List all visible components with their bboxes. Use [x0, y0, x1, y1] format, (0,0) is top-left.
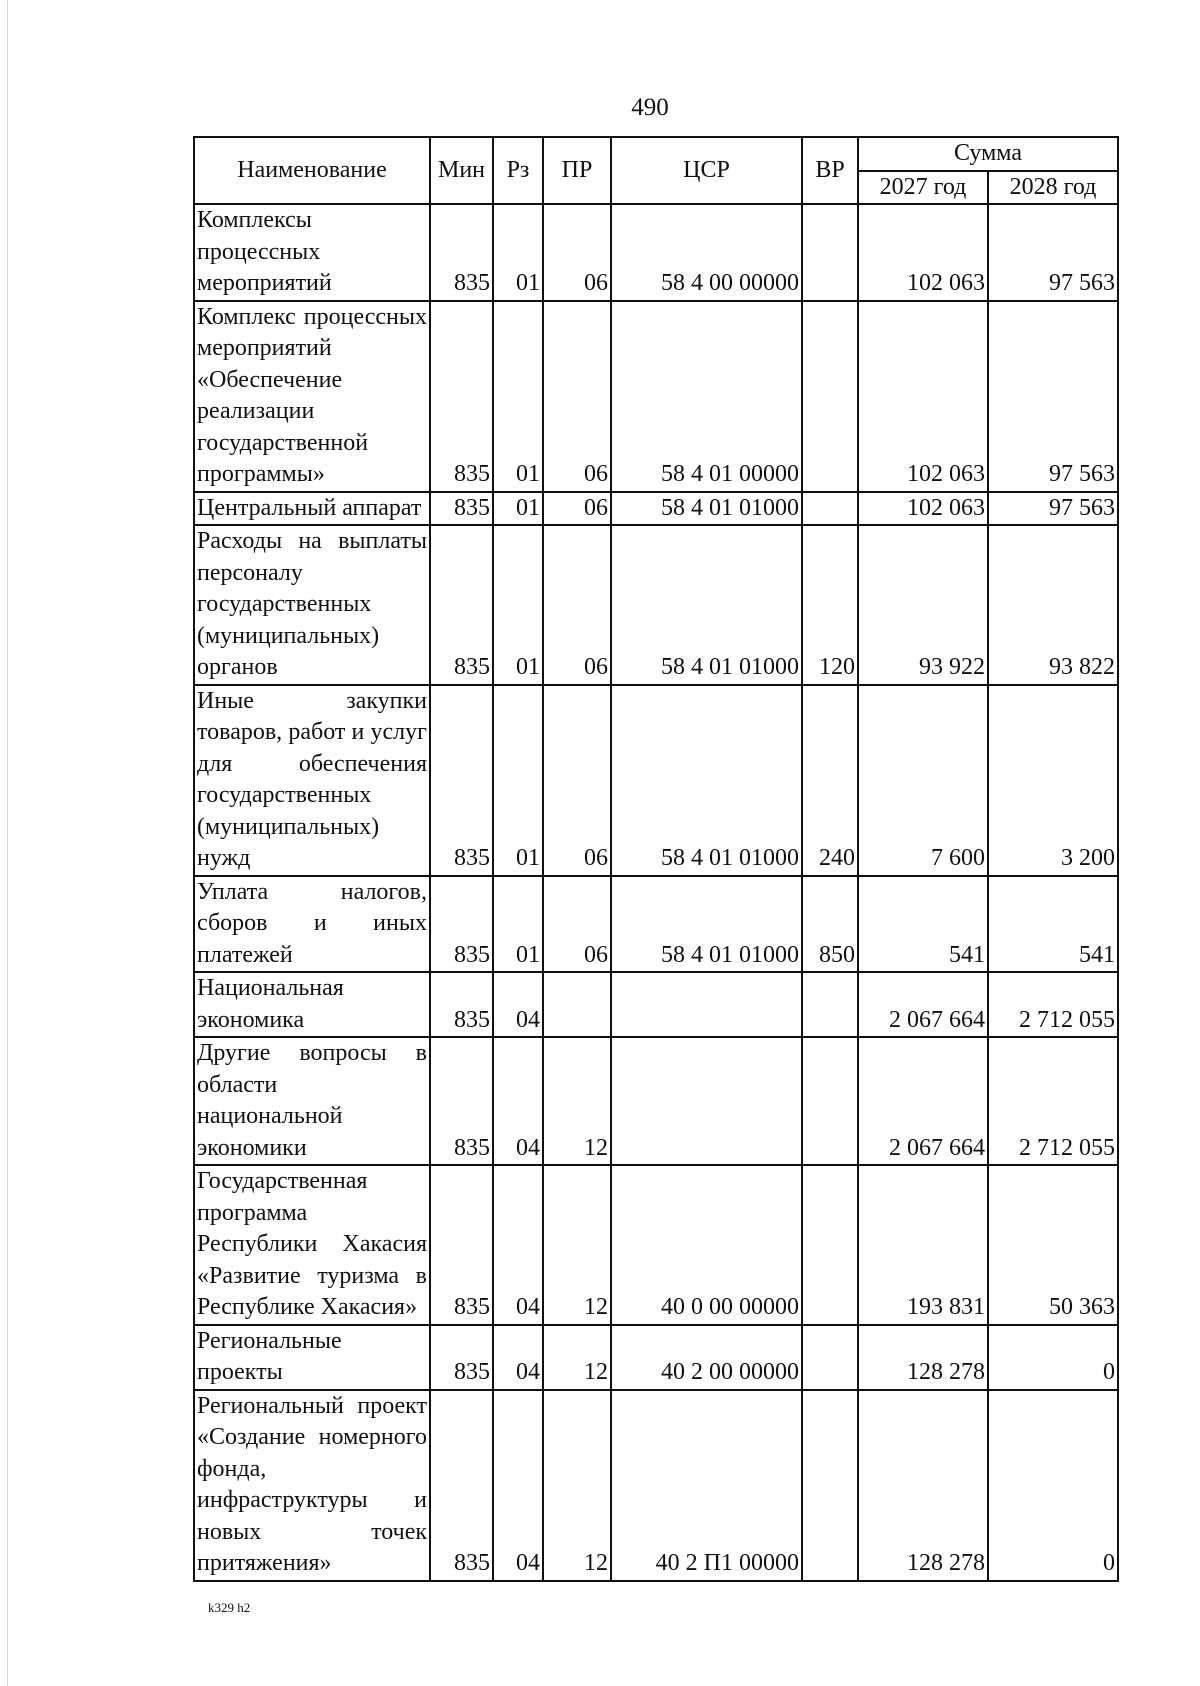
row-rz: 04	[493, 1325, 543, 1390]
row-sum-2028: 97 563	[988, 301, 1118, 492]
row-vr	[802, 301, 858, 492]
row-vr	[802, 1037, 858, 1165]
row-rz: 01	[493, 492, 543, 526]
budget-table	[193, 136, 1119, 1582]
row-sum-2028: 97 563	[988, 204, 1118, 301]
row-sum-2027: 541	[858, 876, 988, 973]
row-rz: 04	[493, 1165, 543, 1325]
header-name: Наименование	[194, 137, 430, 204]
row-min: 835	[430, 525, 493, 685]
table-row	[194, 1165, 1118, 1325]
row-vr	[802, 492, 858, 526]
row-sum-2027: 102 063	[858, 492, 988, 526]
header-rz: Рз	[493, 137, 543, 204]
row-csr: 58 4 01 01000	[611, 492, 802, 526]
table-row	[194, 972, 1118, 1037]
row-csr: 58 4 01 01000	[611, 525, 802, 685]
row-name: Уплата налогов, сборов и иных платежей	[194, 876, 430, 973]
table-row	[194, 1390, 1118, 1581]
table-body	[194, 204, 1118, 1581]
header-year-2028: 2028 год	[988, 171, 1118, 205]
row-sum-2028: 2 712 055	[988, 972, 1118, 1037]
table-row	[194, 1037, 1118, 1165]
row-rz: 04	[493, 1390, 543, 1581]
row-pr: 06	[543, 492, 611, 526]
row-csr	[611, 1037, 802, 1165]
row-sum-2027: 102 063	[858, 301, 988, 492]
row-csr: 40 0 00 00000	[611, 1165, 802, 1325]
row-name: Другие вопросы в области национальной экономики	[194, 1037, 430, 1165]
row-name: Региональные проекты	[194, 1325, 430, 1390]
row-sum-2028: 2 712 055	[988, 1037, 1118, 1165]
row-min: 835	[430, 492, 493, 526]
header-year-2027: 2027 год	[858, 171, 988, 205]
row-name: Комплексы процессных мероприятий	[194, 204, 430, 301]
header-min: Мин	[430, 137, 493, 204]
row-rz: 01	[493, 204, 543, 301]
row-pr: 06	[543, 685, 611, 876]
row-rz: 01	[493, 876, 543, 973]
row-min: 835	[430, 1037, 493, 1165]
table-row	[194, 492, 1118, 526]
row-csr: 58 4 01 01000	[611, 685, 802, 876]
row-rz: 01	[493, 685, 543, 876]
row-name: Центральный аппарат	[194, 492, 430, 526]
row-min: 835	[430, 204, 493, 301]
header-vr: ВР	[802, 137, 858, 204]
row-vr	[802, 1325, 858, 1390]
row-min: 835	[430, 972, 493, 1037]
row-name: Расходы на выплаты персоналу государственных (муниципальных) органов	[194, 525, 430, 685]
row-min: 835	[430, 1165, 493, 1325]
row-pr: 12	[543, 1390, 611, 1581]
row-csr: 58 4 00 00000	[611, 204, 802, 301]
row-rz: 04	[493, 972, 543, 1037]
row-sum-2028: 97 563	[988, 492, 1118, 526]
row-vr	[802, 1165, 858, 1325]
row-sum-2027: 93 922	[858, 525, 988, 685]
row-sum-2027: 102 063	[858, 204, 988, 301]
row-vr: 240	[802, 685, 858, 876]
row-csr	[611, 972, 802, 1037]
row-sum-2028: 541	[988, 876, 1118, 973]
row-sum-2028: 93 822	[988, 525, 1118, 685]
page-edge-line	[7, 0, 8, 1686]
row-vr	[802, 1390, 858, 1581]
table-row	[194, 685, 1118, 876]
row-pr: 06	[543, 525, 611, 685]
row-name: Региональный проект «Создание номерного фонда, инфраструктуры и новых точек притяжения»	[194, 1390, 430, 1581]
row-pr: 12	[543, 1325, 611, 1390]
table-row	[194, 876, 1118, 973]
row-sum-2028: 0	[988, 1325, 1118, 1390]
table-row	[194, 525, 1118, 685]
row-csr: 58 4 01 01000	[611, 876, 802, 973]
row-sum-2027: 7 600	[858, 685, 988, 876]
row-pr: 06	[543, 301, 611, 492]
row-vr	[802, 972, 858, 1037]
row-min: 835	[430, 301, 493, 492]
row-csr: 58 4 01 00000	[611, 301, 802, 492]
row-sum-2027: 2 067 664	[858, 1037, 988, 1165]
row-rz: 01	[493, 301, 543, 492]
row-name: Национальная экономика	[194, 972, 430, 1037]
row-sum-2027: 2 067 664	[858, 972, 988, 1037]
page-number: 490	[631, 94, 669, 121]
row-csr: 40 2 00 00000	[611, 1325, 802, 1390]
row-pr: 06	[543, 876, 611, 973]
row-sum-2028: 0	[988, 1390, 1118, 1581]
row-pr: 06	[543, 204, 611, 301]
row-sum-2027: 128 278	[858, 1390, 988, 1581]
table-row	[194, 301, 1118, 492]
table-row	[194, 1325, 1118, 1390]
row-rz: 01	[493, 525, 543, 685]
row-sum-2028: 3 200	[988, 685, 1118, 876]
row-name: Иные закупки товаров, работ и услуг для обеспечения государственных (муниципальных) нужд	[194, 685, 430, 876]
row-min: 835	[430, 685, 493, 876]
row-vr: 850	[802, 876, 858, 973]
header-pr: ПР	[543, 137, 611, 204]
table-row	[194, 204, 1118, 301]
header-csr: ЦСР	[611, 137, 802, 204]
row-min: 835	[430, 1390, 493, 1581]
row-vr: 120	[802, 525, 858, 685]
row-pr: 12	[543, 1165, 611, 1325]
document-code: k329 h2	[208, 1600, 251, 1615]
header-sum: Сумма	[858, 137, 1118, 171]
row-pr: 12	[543, 1037, 611, 1165]
row-min: 835	[430, 876, 493, 973]
row-csr: 40 2 П1 00000	[611, 1390, 802, 1581]
row-pr	[543, 972, 611, 1037]
table-header	[194, 137, 1118, 204]
row-sum-2027: 193 831	[858, 1165, 988, 1325]
row-rz: 04	[493, 1037, 543, 1165]
row-name: Комплекс процессных мероприятий «Обеспечение реализации государственной программы»	[194, 301, 430, 492]
row-sum-2028: 50 363	[988, 1165, 1118, 1325]
row-name: Государственная программа Республики Хакасия «Развитие туризма в Республике Хакасия»	[194, 1165, 430, 1325]
row-sum-2027: 128 278	[858, 1325, 988, 1390]
row-vr	[802, 204, 858, 301]
row-min: 835	[430, 1325, 493, 1390]
